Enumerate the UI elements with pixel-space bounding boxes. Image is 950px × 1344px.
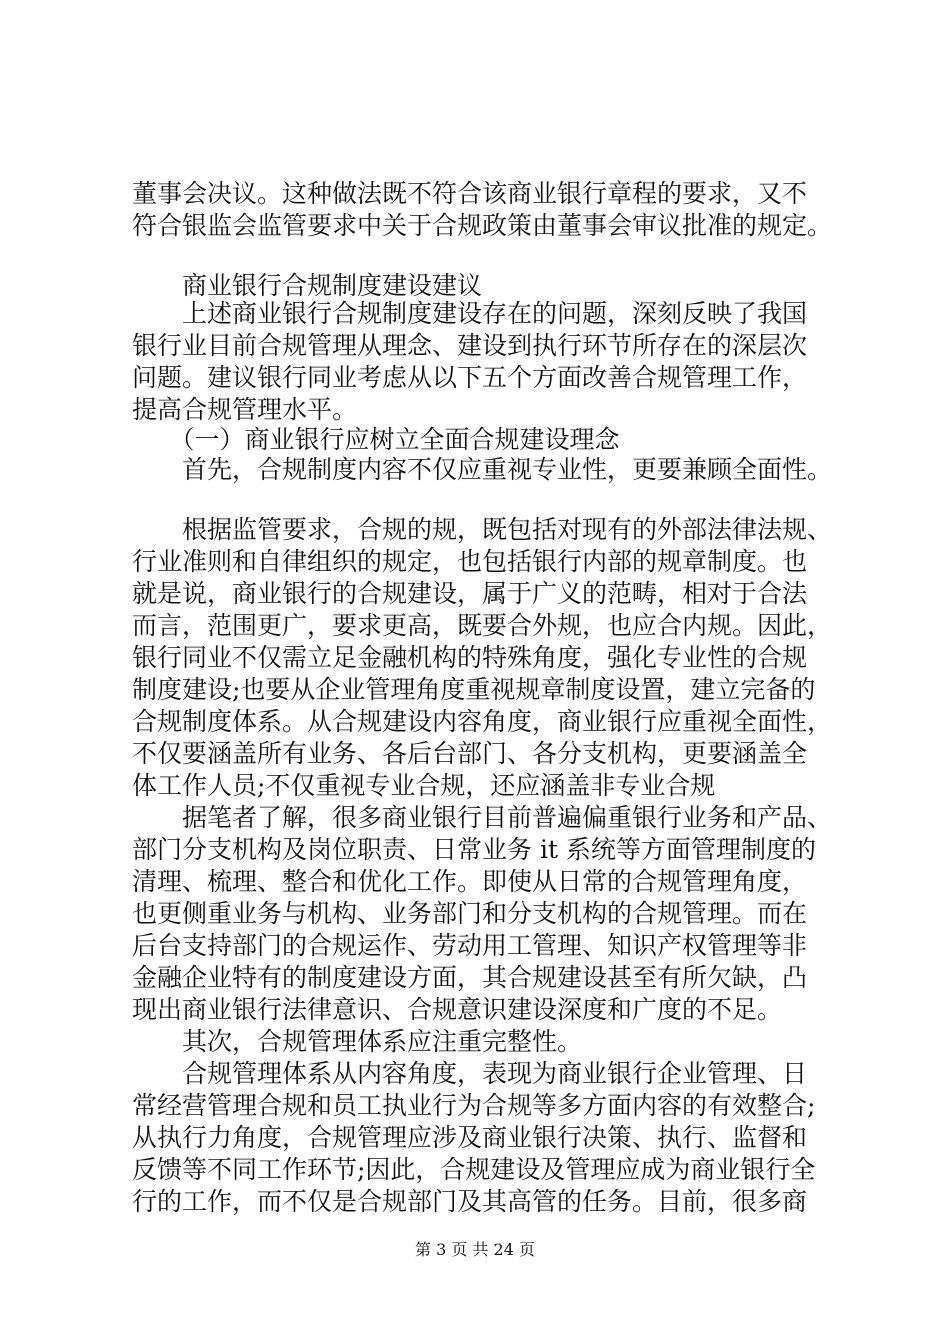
text-line: 而言，范围更广，要求更高，既要合外规，也应合内规。因此， [132, 611, 832, 640]
subsection-heading: （一）商业银行应树立全面合规建设理念 [132, 425, 620, 454]
text-line: 就是说，商业银行的合规建设，属于广义的范畴，相对于合法 [132, 579, 808, 608]
text-line: 提高合规管理水平。 [132, 395, 358, 424]
section-heading: 商业银行合规制度建设建议 [132, 271, 483, 300]
text-line: 其次，合规管理体系应注重完整性。 [132, 1027, 583, 1056]
text-line: 现出商业银行法律意识、合规意识建设深度和广度的不足。 [132, 995, 783, 1024]
text-line: 金融企业特有的制度建设方面，其合规建设甚至有所欠缺，凸 [132, 963, 808, 992]
text-line: 也更侧重业务与机构、业务部门和分支机构的合规管理。而在 [132, 899, 808, 928]
text-line: 问题。建议银行同业考虑从以下五个方面改善合规管理工作， [132, 363, 808, 392]
text-line: 清理、梳理、整合和优化工作。即使从日常的合规管理角度， [132, 867, 808, 896]
text-line: 首先，合规制度内容不仅应重视专业性，更要兼顾全面性。 [132, 455, 832, 484]
text-line: 常经营管理合规和员工执业行为合规等多方面内容的有效整合; [132, 1091, 816, 1120]
text-line: 银行业目前合规管理从理念、建设到执行环节所存在的深层次 [132, 331, 808, 360]
text-line: 银行同业不仅需立足金融机构的特殊角度，强化专业性的合规 [132, 643, 808, 672]
text-line: 制度建设;也要从企业管理角度重视规章制度设置，建立完备的 [132, 675, 816, 704]
page-footer: 第 3 页 共 24 页 [415, 1240, 535, 1259]
text-line: 部门分支机构及岗位职责、日常业务 it 系统等方面管理制度的 [132, 835, 816, 864]
text-line: 反馈等不同工作环节;因此，合规建设及管理应成为商业银行全 [132, 1155, 816, 1184]
text-line: 体工作人员;不仅重视专业合规，还应涵盖非专业合规 [132, 771, 716, 800]
text-line: 根据监管要求，合规的规，既包括对现有的外部法律法规、 [132, 515, 832, 544]
text-line: 不仅要涵盖所有业务、各后台部门、各分支机构，更要涵盖全 [132, 739, 808, 768]
text-line: 后台支持部门的合规运作、劳动用工管理、知识产权管理等非 [132, 931, 808, 960]
text-line: 符合银监会监管要求中关于合规政策由董事会审议批准的规定。 [132, 211, 832, 240]
text-line: 据笔者了解，很多商业银行目前普遍偏重银行业务和产品、 [132, 803, 832, 832]
text-line: 行业准则和自律组织的规定，也包括银行内部的规章制度。也 [132, 547, 808, 576]
text-line: 合规制度体系。从合规建设内容角度，商业银行应重视全面性， [132, 707, 832, 736]
text-line: 从执行力角度，合规管理应涉及商业银行决策、执行、监督和 [132, 1123, 808, 1152]
text-line: 合规管理体系从内容角度，表现为商业银行企业管理、日 [132, 1059, 808, 1088]
text-line: 上述商业银行合规制度建设存在的问题，深刻反映了我国 [132, 299, 808, 328]
text-line: 行的工作，而不仅是合规部门及其高管的任务。目前，很多商 [132, 1187, 808, 1216]
text-line: 董事会决议。这种做法既不符合该商业银行章程的要求，又不 [132, 179, 808, 208]
